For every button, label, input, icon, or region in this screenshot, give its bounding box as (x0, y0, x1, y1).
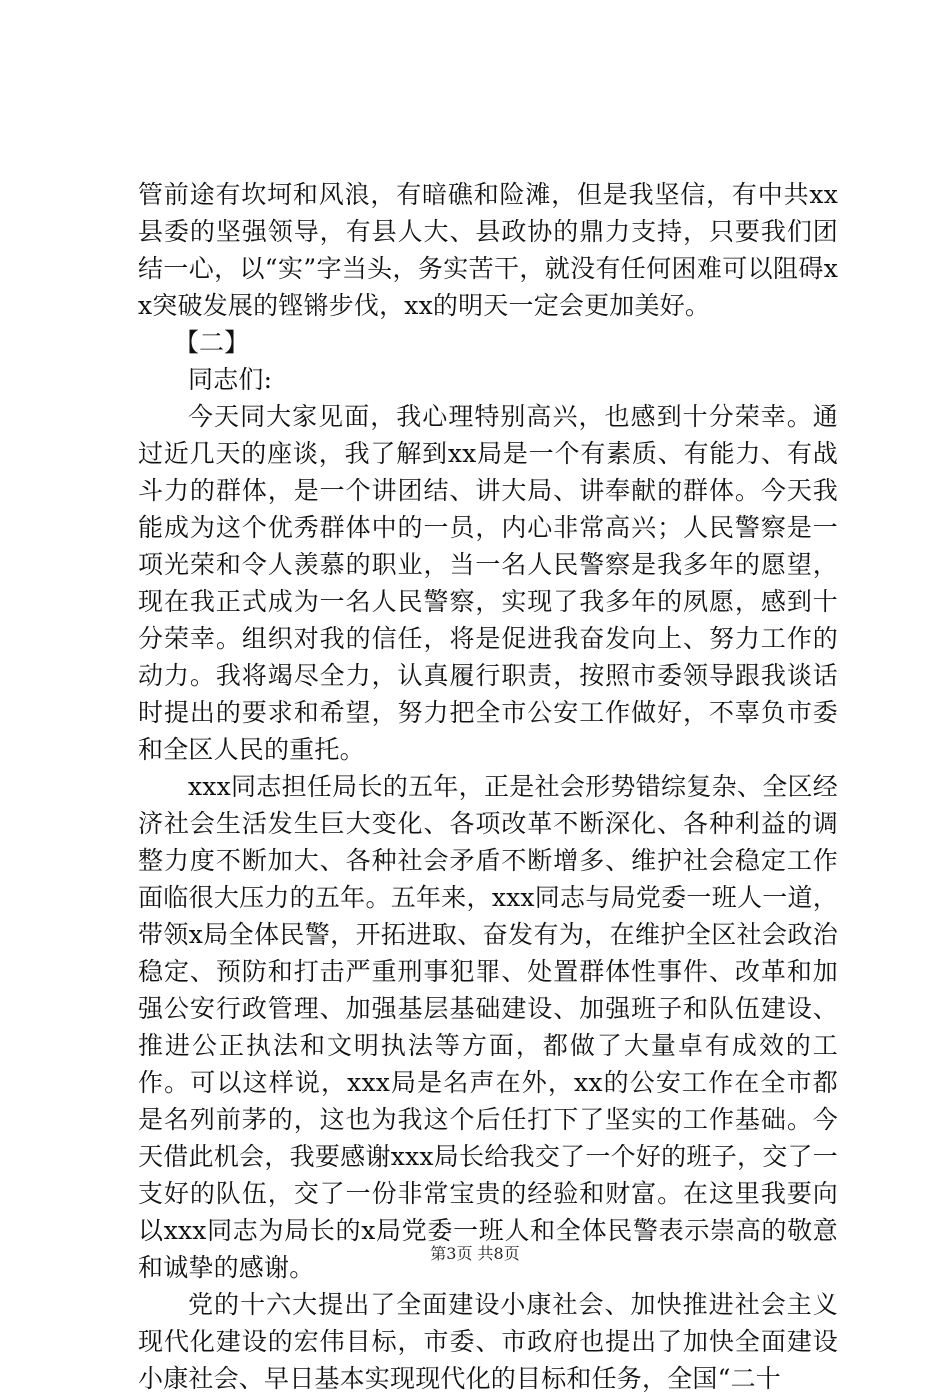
paragraph: 今天同大家见面，我心理特别高兴，也感到十分荣幸。通过近几天的座谈，我了解到xx局是一个有素质、有能力、有战斗力的群体，是一个讲团结、讲大局、讲奉献的群体。今天我能成为这个优秀群体中的一员，内心非常高兴；人民警察是一项光荣和令人羡慕的职业，当一名人民警察是我多年的愿望，现在我正式成为一名人民警察，实现了我多年的夙愿，感到十分荣幸。组织对我的信任，将是促进我奋发向上、努力工作的动力。我将竭尽全力，认真履行职责，按照市委领导跟我谈话时提出的要求和希望，努力把全市公安工作做好，不辜负市委和全区人民的重托。 (138, 402, 838, 764)
paragraph: 党的十六大提出了全面建设小康社会、加快推进社会主义现代化建设的宏伟目标，市委、市政府也提出了加快全面建设小康社会、早日基本实现现代化的目标和任务，全国“二十 (138, 1290, 838, 1393)
section-heading: 【二】 (174, 328, 250, 357)
document-body (138, 176, 838, 1397)
page-number-footer: 第3页 共8页 (430, 1244, 520, 1263)
salutation: 同志们: (188, 365, 273, 394)
paragraph: xxx同志担任局长的五年，正是社会形势错综复杂、全区经济社会生活发生巨大变化、各项改革不断深化、各种利益的调整力度不断加大、各种社会矛盾不断增多、维护社会稳定工作面临很大压力的五年。五年来，xxx同志与局党委一班人一道，带领x局全体民警，开拓进取、奋发有为，在维护全区社会政治稳定、预防和打击严重刑事犯罪、处置群体性事件、改革和加强公安行政管理、加强基层基础建设、加强班子和队伍建设、推进公正执法和文明执法等方面，都做了大量卓有成效的工作。可以这样说，xxx局是名声在外，xx的公安工作在全市都是名列前茅的，这也为我这个后任打下了坚实的工作基础。今天借此机会，我要感谢xxx局长给我交了一个好的班子，交了一支好的队伍，交了一份非常宝贵的经验和财富。在这里我要向以xxx同志为局长的x局党委一班人和全体民警表示崇高的敬意和诚挚的感谢。 (138, 772, 838, 1282)
paragraph-continuation: 管前途有坎坷和风浪，有暗礁和险滩，但是我坚信，有中共xx县委的坚强领导，有县人大、县政协的鼎力支持，只要我们团结一心，以“实”字当头，务实苦干，就没有任何困难可以阻碍xx突破发展的铿锵步伐，xx的明天一定会更加美好。 (138, 180, 838, 320)
